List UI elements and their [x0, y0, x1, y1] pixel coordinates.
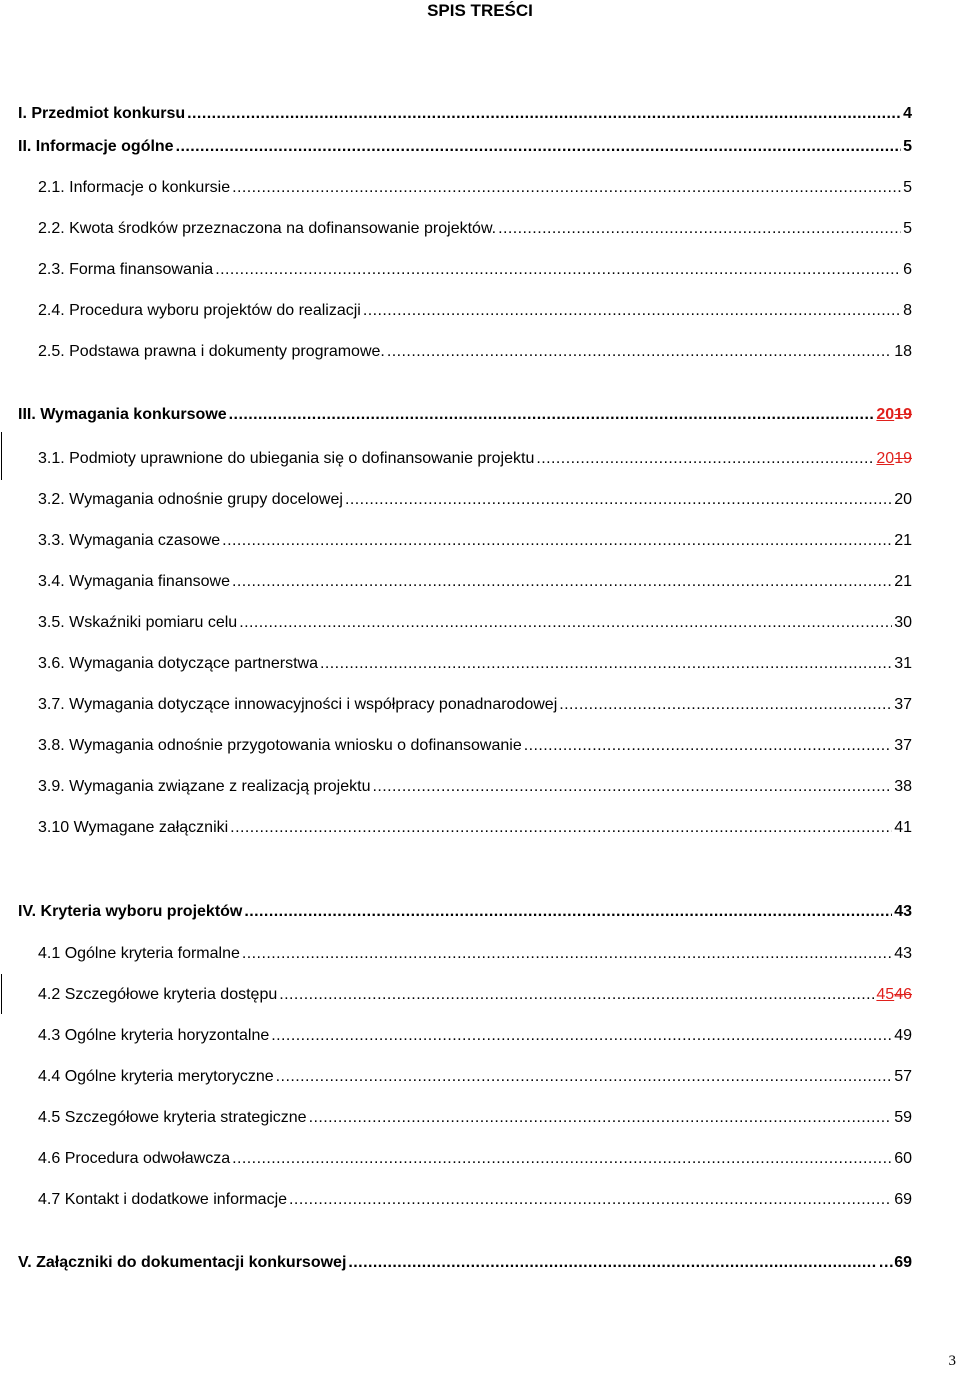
toc-entry-text: 3.5. Wskaźniki pomiaru celu	[38, 614, 238, 631]
toc-dot-leader	[372, 777, 892, 797]
toc-entry[interactable]	[38, 301, 912, 321]
toc-page-number: 18	[894, 343, 912, 360]
toc-entry[interactable]	[38, 777, 912, 797]
toc-entry[interactable]	[38, 1190, 912, 1210]
toc-entry[interactable]	[38, 572, 912, 592]
toc-page-number: 5	[903, 220, 912, 237]
revision-bar	[1, 432, 2, 480]
toc-entry-text: I. Przedmiot konkursu	[18, 105, 186, 122]
toc-page-number: 6	[903, 261, 912, 278]
toc-page-number: 43	[894, 945, 912, 962]
toc-entry-text: V. Załączniki do dokumentacji konkursowej	[18, 1254, 347, 1271]
toc-entry-text: 4.5 Szczegółowe kryteria strategiczne	[38, 1109, 307, 1126]
toc-entry-text: II. Informacje ogólne	[18, 138, 174, 155]
toc-entry[interactable]	[38, 1108, 912, 1128]
page-title: SPIS TREŚCI	[427, 1, 533, 20]
toc-dot-leader	[271, 1026, 892, 1046]
toc-entry[interactable]	[38, 1067, 912, 1087]
toc-entry-text: 3.3. Wymagania czasowe	[38, 532, 221, 549]
toc-dot-leader	[498, 219, 901, 239]
toc-entry[interactable]	[38, 695, 912, 715]
toc-entry[interactable]	[38, 818, 912, 838]
inserted-page-number: 20	[876, 406, 895, 423]
toc-dot-leader	[387, 342, 892, 362]
toc-entry-text: 2.3. Forma finansowania	[38, 261, 214, 278]
toc-dot-leader	[230, 818, 892, 838]
toc-page-number: 31	[894, 655, 912, 672]
toc-dot-leader	[229, 405, 875, 425]
toc-entry-text: 4.7 Kontakt i dodatkowe informacje	[38, 1191, 288, 1208]
toc-dot-leader	[536, 449, 874, 469]
toc-entry-text: 3.9. Wymagania związane z realizacją projektu	[38, 778, 371, 795]
toc-entry-text: 3.10 Wymagane załączniki	[38, 819, 229, 836]
toc-page-number: 37	[894, 737, 912, 754]
toc-dot-leader	[242, 944, 892, 964]
toc-entry-text: 2.2. Kwota środków przeznaczona na dofinansowanie projektów.	[38, 220, 497, 237]
toc-page-number: 60	[894, 1150, 912, 1167]
toc-dot-leader	[289, 1190, 892, 1210]
toc-dot-leader	[244, 902, 892, 922]
toc-entry[interactable]	[38, 449, 912, 469]
toc-page-number: 21	[894, 573, 912, 590]
toc-page-number: 69	[894, 1191, 912, 1208]
toc-dot-leader	[232, 1149, 892, 1169]
toc-entry-text: 4.6 Procedura odwoławcza	[38, 1150, 231, 1167]
toc-entry-text: 3.1. Podmioty uprawnione do ubiegania się o dofinansowanie projektu	[38, 450, 535, 467]
toc-entry-text: III. Wymagania konkursowe	[18, 406, 227, 423]
toc-entry-text: 3.7. Wymagania dotyczące innowacyjności i współpracy ponadnarodowej	[38, 696, 558, 713]
toc-page-number: 5	[903, 179, 912, 196]
revision-bar	[1, 974, 2, 1014]
toc-page-number	[876, 985, 912, 1005]
toc-dot-leader	[276, 1067, 893, 1087]
toc-entry[interactable]	[38, 490, 912, 510]
toc-dot-leader	[232, 572, 892, 592]
toc-page-number: 41	[894, 819, 912, 836]
toc-page-number: 49	[894, 1027, 912, 1044]
toc-page-number: 20	[894, 491, 912, 508]
toc-entry-text: 3.4. Wymagania finansowe	[38, 573, 230, 590]
toc-entry[interactable]	[38, 260, 912, 280]
page-number: 3	[948, 1353, 956, 1369]
toc-dot-leader	[320, 654, 892, 674]
toc-entry-text: 4.3 Ogólne kryteria horyzontalne	[38, 1027, 270, 1044]
toc-entry[interactable]	[38, 944, 912, 964]
toc-dot-leader	[309, 1108, 893, 1128]
toc-entry[interactable]	[38, 613, 912, 633]
toc-entry[interactable]	[38, 654, 912, 674]
toc-entry[interactable]	[18, 137, 912, 157]
toc-entry[interactable]	[38, 531, 912, 551]
toc-page-number: 38	[894, 778, 912, 795]
toc-entry-text: IV. Kryteria wyboru projektów	[18, 903, 243, 920]
toc-dot-leader	[176, 137, 902, 157]
toc-entry-text: 3.2. Wymagania odnośnie grupy docelowej	[38, 491, 343, 508]
toc-page-number: 5	[903, 138, 912, 155]
toc-dot-leader	[187, 104, 901, 124]
toc-entry[interactable]	[38, 178, 912, 198]
toc-dot-leader	[232, 178, 901, 198]
toc-page-number: …69	[878, 1254, 912, 1271]
toc-entry[interactable]	[38, 736, 912, 756]
toc-dot-leader	[279, 985, 874, 1005]
toc-page-number: 21	[894, 532, 912, 549]
toc-entry-text: 4.1 Ogólne kryteria formalne	[38, 945, 240, 962]
toc-entry-text: 4.2 Szczegółowe kryteria dostępu	[38, 986, 278, 1003]
toc-entry[interactable]	[18, 902, 912, 922]
toc-page-number: 57	[894, 1068, 912, 1085]
toc-page-number: 4	[903, 105, 912, 122]
inserted-page-number: 45	[876, 986, 895, 1003]
toc-entry-text: 2.1. Informacje o konkursie	[38, 179, 231, 196]
toc-page-number	[876, 405, 912, 425]
toc-entry[interactable]	[18, 1253, 912, 1273]
toc-dot-leader	[559, 695, 892, 715]
toc-dot-leader	[239, 613, 892, 633]
toc-dot-leader	[215, 260, 901, 280]
toc-entry-text: 2.5. Podstawa prawna i dokumenty programowe.	[38, 343, 385, 360]
toc-page-number: 43	[894, 903, 912, 920]
toc-entry-text: 3.8. Wymagania odnośnie przygotowania wniosku o dofinansowanie	[38, 737, 522, 754]
toc-page-number: 30	[894, 614, 912, 631]
toc-entry[interactable]	[38, 342, 912, 362]
toc-entry[interactable]	[38, 219, 912, 239]
deleted-page-number: 19	[894, 406, 912, 423]
toc-dot-leader	[348, 1253, 876, 1273]
toc-dot-leader	[345, 490, 892, 510]
toc-dot-leader	[363, 301, 901, 321]
toc-entry-text: 2.4. Procedura wyboru projektów do realizacji	[38, 302, 361, 319]
toc-entry[interactable]	[18, 405, 912, 425]
toc-entry-text: 4.4 Ogólne kryteria merytoryczne	[38, 1068, 274, 1085]
toc-entry[interactable]	[18, 104, 912, 124]
toc-page-number: 37	[894, 696, 912, 713]
toc-entry[interactable]	[38, 985, 912, 1005]
toc-dot-leader	[222, 531, 892, 551]
inserted-page-number: 20	[876, 450, 895, 467]
toc-entry-text: 3.6. Wymagania dotyczące partnerstwa	[38, 655, 318, 672]
deleted-page-number: 46	[894, 986, 912, 1003]
deleted-page-number: 19	[894, 450, 912, 467]
toc-dot-leader	[524, 736, 892, 756]
toc-entry[interactable]	[38, 1149, 912, 1169]
toc-page-number	[876, 449, 912, 469]
toc-page-number: 59	[894, 1109, 912, 1126]
toc-page-number: 8	[903, 302, 912, 319]
toc-entry[interactable]	[38, 1026, 912, 1046]
